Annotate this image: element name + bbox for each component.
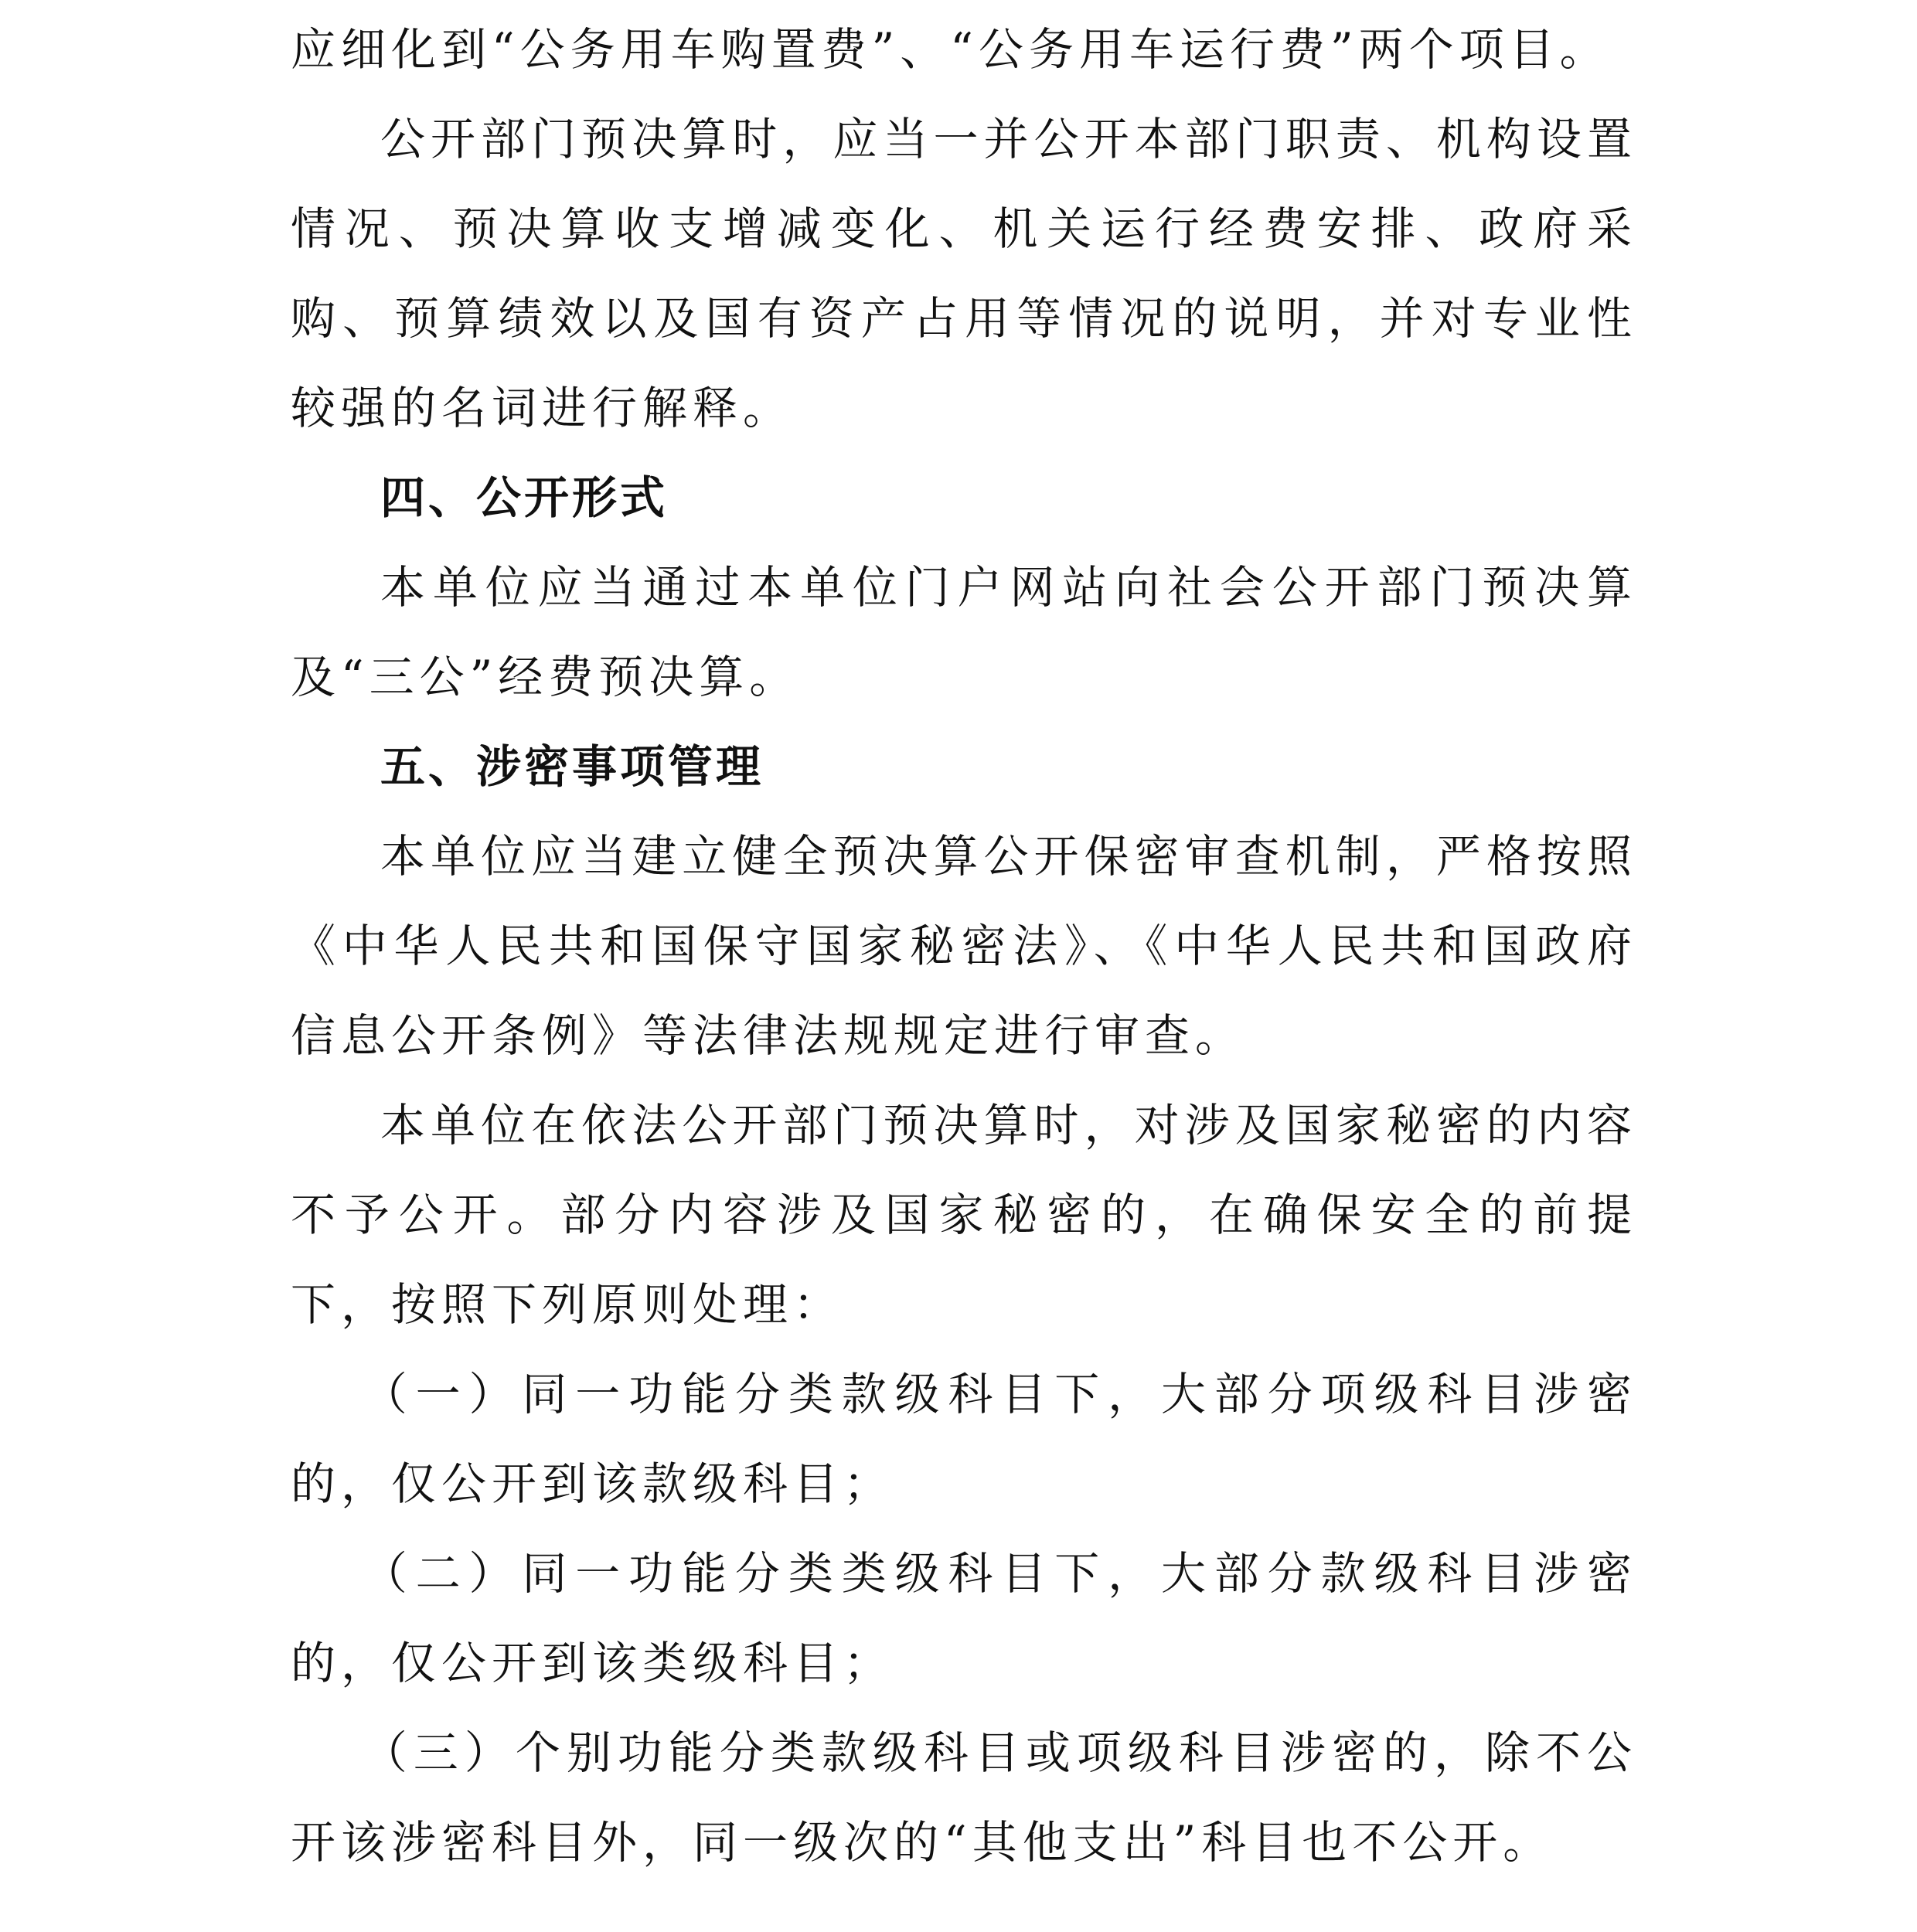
paragraph-confidentiality-review: 本单位应当建立健全预决算公开保密审查机制，严格按照《中华人民共和国保守国家秘密法》、《中华人民共和国政府信息公开条例》等法律法规规定进行审查。 — [291, 830, 1637, 1062]
list-item-principle-3: （三）个别功能分类款级科目或项级科目涉密的，除不公开该涉密科目外，同一级次的“其他支出”科目也不公开。 — [291, 1726, 1637, 1869]
section-heading-disclosure-form: 四、公开形式 — [380, 471, 669, 524]
document-page — [291, 0, 1637, 1932]
paragraph-continuation: 应细化到“公务用车购置费”、“公务用车运行费”两个项目。 — [291, 23, 1610, 76]
paragraph-disclosure-form: 本单位应当通过本单位门户网站向社会公开部门预决算及“三公”经费预决算。 — [291, 561, 1637, 703]
paragraph-disclosure-scope: 公开部门预决算时，应当一并公开本部门职责、机构设置情况、预决算收支增减变化、机关运行经费安排、政府采购、预算绩效以及国有资产占用等情况的说明，并对专业性较强的名词进行解释。 — [291, 113, 1637, 434]
paragraph-classified-principles: 本单位在依法公开部门预决算时，对涉及国家秘密的内容不予公开。部分内容涉及国家秘密的，在确保安全的前提下，按照下列原则处理： — [291, 1099, 1637, 1331]
list-item-principle-2: （二）同一功能分类类级科目下，大部分款级科目涉密的，仅公开到该类级科目； — [291, 1547, 1637, 1689]
list-item-principle-1: （一）同一功能分类款级科目下，大部分项级科目涉密的，仅公开到该款级科目； — [291, 1368, 1637, 1510]
section-heading-classified-matters: 五、涉密事项管理 — [380, 740, 764, 793]
